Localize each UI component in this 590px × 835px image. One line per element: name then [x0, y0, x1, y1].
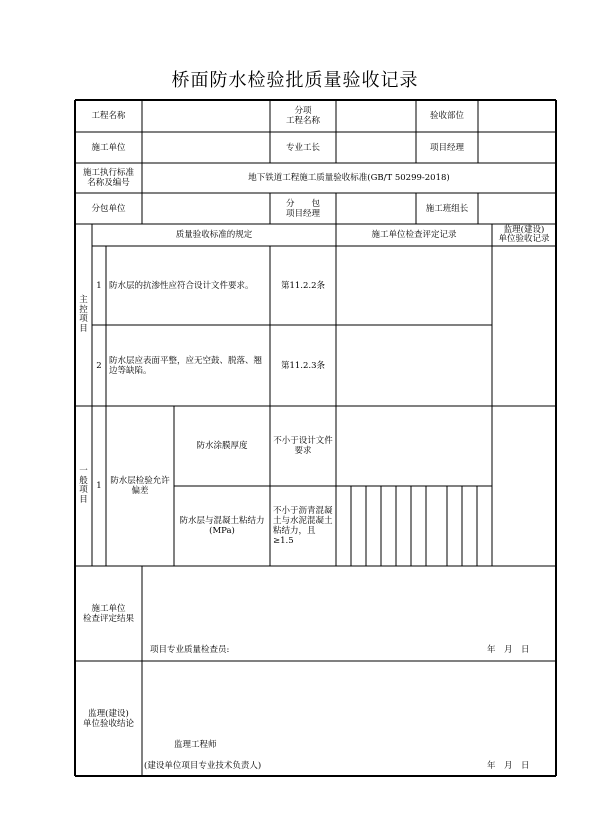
supervisor-result-value[interactable] [142, 661, 556, 731]
main-item-number: 2 [96, 360, 102, 371]
general-row-name: 防水层与混凝土粘结力(MPa) [179, 516, 265, 536]
foreman-value[interactable] [336, 132, 416, 163]
general-row-name: 防水涂膜厚度 [196, 441, 248, 451]
supervisor-result-label-line2: 单位验收结论 [82, 718, 134, 729]
sub-manager-label-line2: 项目经理 [285, 208, 320, 219]
main-control-label-char: 控 [79, 304, 88, 315]
project-manager-label: 项目经理 [429, 142, 464, 153]
supervisor-result-label [75, 661, 142, 776]
subcontractor-label: 分包单位 [91, 203, 126, 214]
main-control-label-char: 项 [79, 314, 88, 324]
general-row-requirement: 不小于设计文件要求 [273, 436, 333, 456]
standard-label-line1: 施工执行标准 [82, 168, 134, 178]
subcontractor-value[interactable] [142, 193, 270, 224]
main-control-label-char: 目 [79, 323, 88, 334]
main-item-text: 防水层的抗渗性应符合设计文件要求。 [109, 280, 254, 291]
main-item-clause: 第11.2.2条 [280, 280, 326, 291]
sub-project-label-line1: 分项 [294, 106, 312, 116]
standard-label-line2: 名称及编号 [87, 178, 130, 188]
general-items-label-char: 项 [79, 485, 88, 495]
sub-project-value[interactable] [336, 100, 416, 132]
general-item-title: 防水层检验允许偏差 [110, 476, 170, 496]
contractor-result-label-line1: 施工单位 [91, 603, 126, 614]
main-supervisor-record[interactable] [492, 246, 556, 406]
acceptance-part-value[interactable] [478, 100, 556, 132]
sub-manager-label-line1: 分 包 [285, 198, 320, 209]
general-items-label-char: 般 [79, 475, 88, 486]
contractor-record-header: 施工单位检查评定记录 [371, 230, 457, 240]
main-item-number: 1 [96, 280, 102, 291]
sub-manager-label [270, 193, 336, 224]
regulation-header: 质量验收标准的规定 [175, 230, 253, 240]
sub-project-label [270, 100, 336, 132]
team-leader-value[interactable] [478, 193, 556, 224]
general-items-label-char: 一 [79, 466, 88, 476]
contractor-result-date: 年 月 日 [487, 645, 530, 655]
general-items-label-char: 目 [79, 494, 88, 505]
contractor-result-label-line2: 检查评定结果 [82, 613, 134, 624]
construction-unit-label: 施工单位 [91, 142, 126, 153]
main-item-contractor-record[interactable] [336, 325, 492, 406]
acceptance-part-label: 验收部位 [429, 111, 464, 121]
sub-manager-value[interactable] [336, 193, 416, 224]
team-leader-label: 施工班组长 [425, 203, 469, 214]
supervisor-result-date: 年 月 日 [487, 761, 530, 771]
project-name-label: 工程名称 [91, 111, 126, 121]
supervisor-record-header-line2: 单位验收记录 [498, 234, 550, 244]
foreman-label: 专业工长 [285, 142, 320, 153]
main-control-label-char: 主 [79, 295, 88, 305]
general-item-number: 1 [96, 481, 102, 491]
supervisor-result-label-line1: 监理(建设) [88, 708, 129, 719]
main-control-label [75, 224, 92, 406]
project-manager-value[interactable] [478, 132, 556, 163]
supervisor-record-header-line1: 监理(建设) [503, 224, 545, 235]
construction-unit-value[interactable] [142, 132, 270, 163]
project-name-value[interactable] [142, 100, 270, 132]
general-row-requirement: 不小于沥青混凝土与水泥混凝土粘结力，且≥1.5 [273, 506, 333, 546]
supervisor-record-header [492, 224, 556, 246]
general-row-contractor-record[interactable] [336, 406, 492, 486]
main-item-contractor-record[interactable] [336, 246, 492, 325]
general-items-label [75, 406, 92, 566]
standard-value: 地下铁道工程施工质量验收标准(GB/T 50299-2018) [248, 173, 450, 183]
sub-project-label-line2: 工程名称 [285, 116, 320, 126]
contractor-result-label [75, 566, 142, 661]
contractor-inspector-label: 项目专业质量检查员: [150, 645, 230, 655]
supervisor-note: (建设单位项目专业技术负责人) [144, 761, 262, 771]
standard-label [75, 163, 142, 193]
main-item-text: 防水层应表面平整，应无空鼓、脱落、翘边等缺陷。 [109, 355, 263, 376]
main-item-clause: 第11.2.3条 [280, 360, 326, 371]
general-supervisor-record[interactable] [492, 406, 556, 566]
page-title: 桥面防水检验批质量验收记录 [171, 70, 419, 91]
supervisor-engineer-label: 监理工程师 [174, 740, 217, 750]
contractor-result-value[interactable] [142, 566, 556, 636]
